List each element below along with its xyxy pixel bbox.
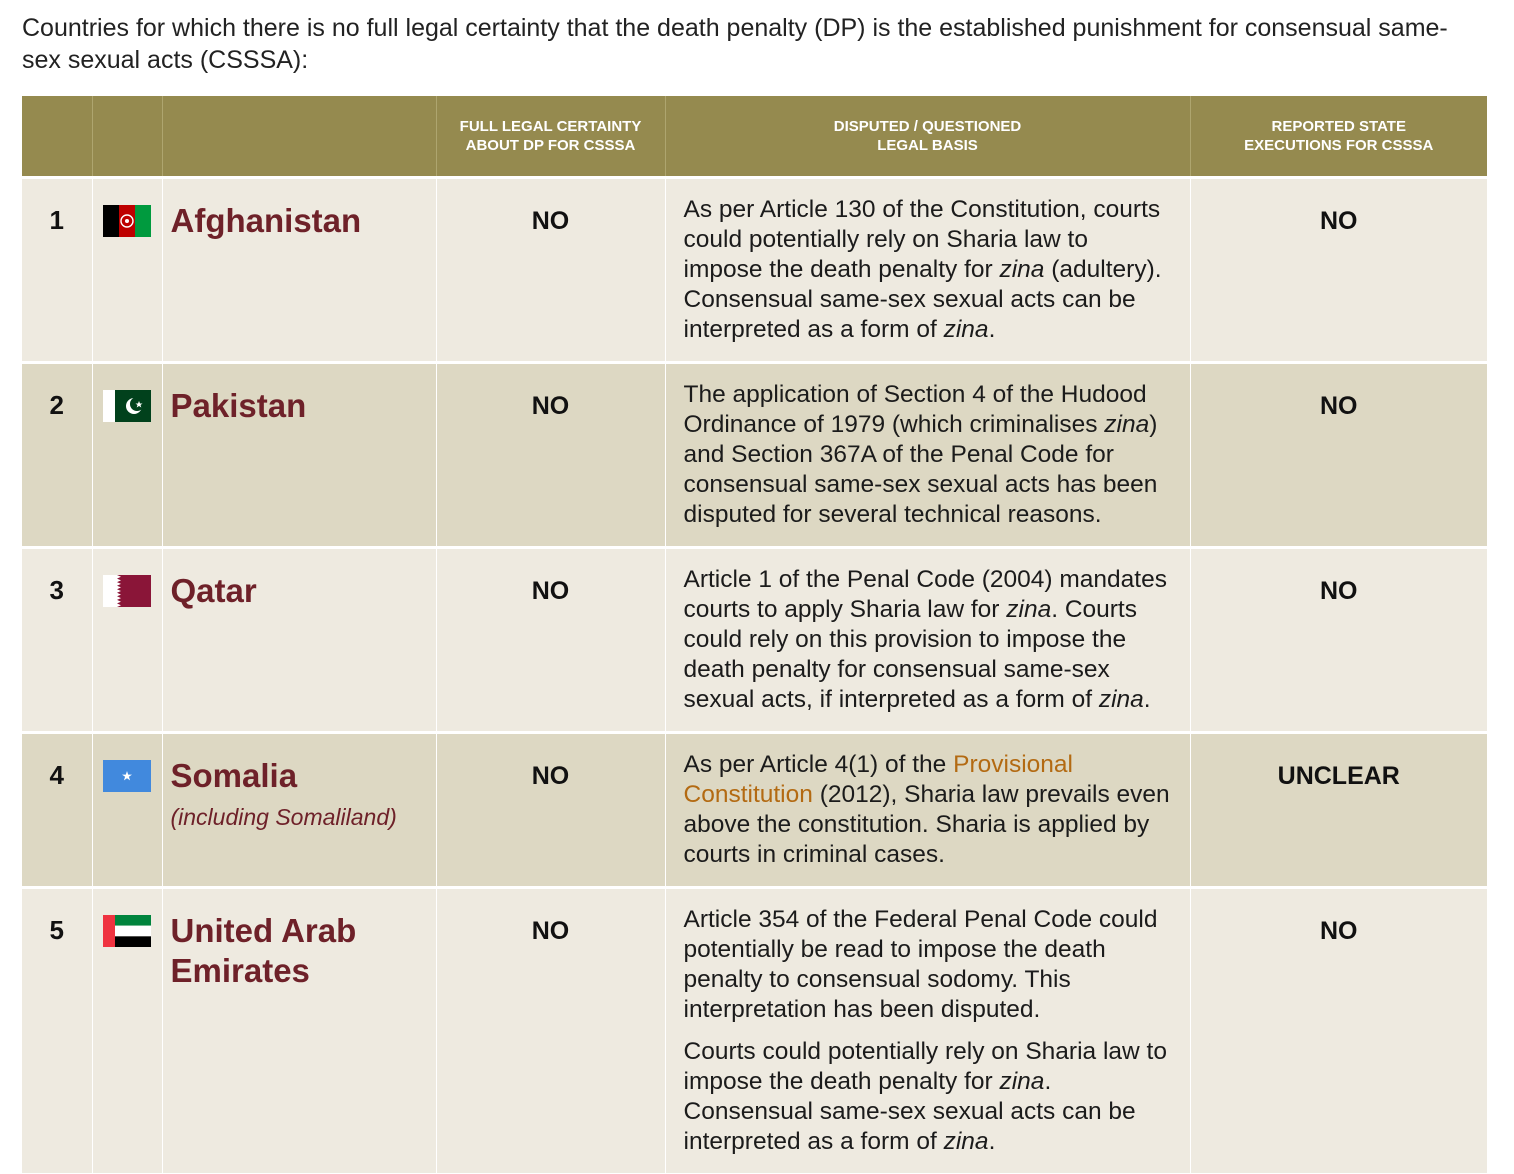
country-cell (162, 888, 436, 1174)
provisional-constitution-link[interactable]: Provisional Constitution (683, 751, 1073, 808)
row-number: 2 (22, 363, 92, 548)
legal-basis-text: As per Article 130 of the Constitution, courts could potentially rely on Sharia law to impose the death penalty for zina (adultery). Consensual same-sex sexual acts can be interpreted as a form of zina. (665, 178, 1190, 363)
countries-table (22, 96, 1487, 1173)
header-legal-basis: DISPUTED / QUESTIONED LEGAL BASIS (665, 96, 1190, 178)
qatar-flag-icon (103, 575, 151, 607)
row-number: 5 (22, 888, 92, 1174)
table-row (22, 888, 1487, 1174)
executions-value: UNCLEAR (1190, 733, 1487, 888)
table-row (22, 363, 1487, 548)
country-cell (162, 733, 436, 888)
table-row (22, 733, 1487, 888)
country-name: Somalia (170, 757, 298, 794)
row-number: 1 (22, 178, 92, 363)
table-row (22, 178, 1487, 363)
header-number (22, 96, 92, 178)
header-flag (92, 96, 162, 178)
intro-heading: Countries for which there is no full legal certainty that the death penalty (DP) is the established punishment for consensual same-sex sexual acts (CSSSA): (22, 14, 1448, 74)
executions-value: NO (1190, 888, 1487, 1174)
row-number: 3 (22, 548, 92, 733)
country-cell (162, 548, 436, 733)
country-name: Afghanistan (170, 202, 362, 239)
somalia-flag-icon (103, 760, 151, 792)
executions-value: NO (1190, 178, 1487, 363)
table-header-row (22, 96, 1487, 178)
legal-basis-text: Article 1 of the Penal Code (2004) mandates courts to apply Sharia law for zina. Courts could rely on this provision to impose the death penalty for consensual same-sex sexual acts, if interpreted as a form of zina. (665, 548, 1190, 733)
legal-basis-text: Article 354 of the Federal Penal Code could potentially be read to impose the death penalty to consensual sodomy. This interpretation has been disputed. Courts could potentially rely on Sharia law to impose the death penalty for zina. Consensual same-sex sexual acts can be interpreted as a form of zina. (665, 888, 1190, 1174)
executions-value: NO (1190, 548, 1487, 733)
country-subtitle: (including Somaliland) (170, 804, 397, 830)
flag-cell (92, 733, 162, 888)
table-row (22, 548, 1487, 733)
country-cell (162, 178, 436, 363)
flag-cell (92, 178, 162, 363)
row-number: 4 (22, 733, 92, 888)
flag-cell (92, 363, 162, 548)
country-name: Pakistan (170, 387, 307, 424)
pakistan-flag-icon (103, 390, 151, 422)
flag-cell (92, 548, 162, 733)
country-name: Qatar (170, 572, 257, 609)
legal-certainty-value: NO (436, 178, 665, 363)
uae-flag-icon (103, 915, 151, 947)
executions-value: NO (1190, 363, 1487, 548)
header-executions: REPORTED STATE EXECUTIONS FOR CSSSA (1190, 96, 1487, 178)
legal-certainty-value: NO (436, 888, 665, 1174)
country-cell (162, 363, 436, 548)
afghanistan-flag-icon (103, 205, 151, 237)
country-name: United Arab Emirates (170, 912, 357, 989)
legal-basis-text: As per Article 4(1) of the Provisional Constitution (2012), Sharia law prevails even above the constitution. Sharia is applied by courts in criminal cases. (665, 733, 1190, 888)
legal-certainty-value: NO (436, 363, 665, 548)
legal-basis-text: The application of Section 4 of the Hudood Ordinance of 1979 (which criminalises zina) and Section 367A of the Penal Code for consensual same-sex sexual acts has been disputed for several technical reasons. (665, 363, 1190, 548)
header-country (162, 96, 436, 178)
legal-certainty-value: NO (436, 548, 665, 733)
legal-certainty-value: NO (436, 733, 665, 888)
header-legal-certainty: FULL LEGAL CERTAINTY ABOUT DP FOR CSSSA (436, 96, 665, 178)
flag-cell (92, 888, 162, 1174)
